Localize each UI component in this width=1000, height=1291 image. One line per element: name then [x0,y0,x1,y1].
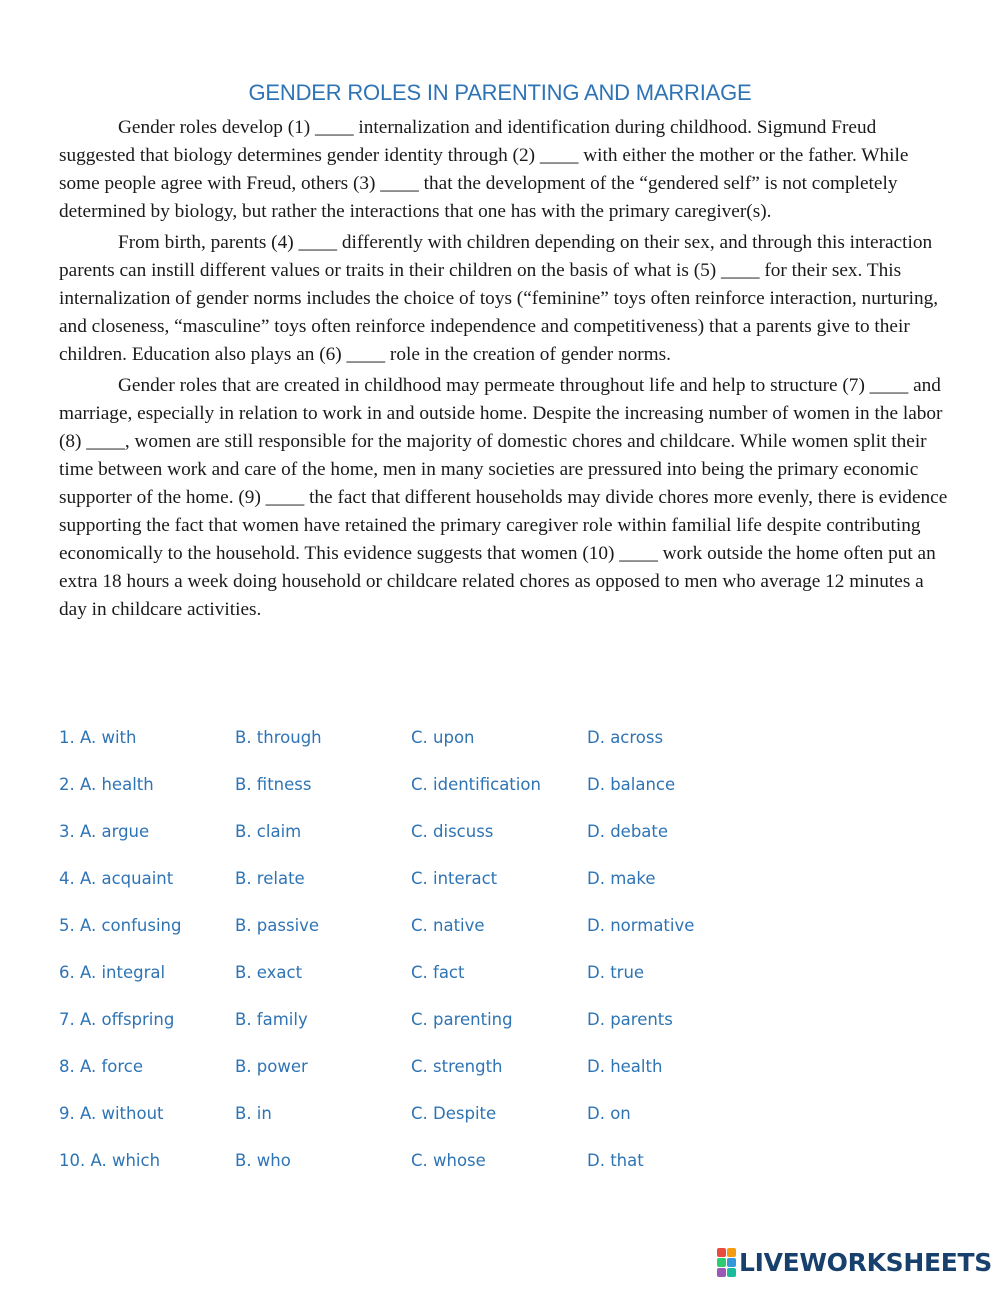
passage [59,114,949,627]
option-b[interactable]: B. exact [235,963,303,982]
option-d[interactable]: D. on [587,1104,631,1123]
option-a[interactable]: 3. A. argue [59,822,150,841]
worksheet-title: GENDER ROLES IN PARENTING AND MARRIAGE [248,80,752,105]
option-b[interactable]: B. fitness [235,775,312,794]
question-row [59,869,939,916]
option-a[interactable]: 10. A. which [59,1151,161,1170]
option-c[interactable]: C. discuss [411,822,494,841]
passage-paragraph-3: Gender roles that are created in childhood may permeate throughout life and help to structure (7) ____ and marriage, especially in relation to work in and outside home. Despite the increasing number of women in the labor (8) ____, women are still responsible for the majority of domestic chores and childcare. While women split their time between work and care of the home, men in many societies are pressured into being the primary economic supporter of the home. (9) ____ the fact that different households may divide chores more evenly, there is evidence supporting the fact that women have retained the primary caregiver role within familial life despite contributing economically to the household. This evidence suggests that women (10) ____ work outside the home often put an extra 18 hours a week doing household or childcare related chores as opposed to men who average 12 minutes a day in childcare activities. [59,375,948,620]
option-a[interactable]: 9. A. without [59,1104,164,1123]
logo-text: LIVEWORKSHEETS [738,1248,992,1277]
option-d[interactable]: D. balance [587,775,676,794]
option-c[interactable]: C. strength [411,1057,503,1076]
option-b[interactable]: B. through [235,728,322,747]
option-c[interactable]: C. Despite [411,1104,497,1123]
option-b[interactable]: B. family [235,1010,308,1029]
answer-options [59,728,939,1198]
option-c[interactable]: C. upon [411,728,475,747]
option-d[interactable]: D. make [587,869,656,888]
option-d[interactable]: D. that [587,1151,644,1170]
option-b[interactable]: B. power [235,1057,308,1076]
option-c[interactable]: C. native [411,916,485,935]
passage-paragraph-1: Gender roles develop (1) ____ internalization and identification during childhood. Sigmund Freud suggested that biology determines gender identity through (2) ____ with either the mother or the father. While some people agree with Freud, others (3) ____ that the development of the “gendered self” is not completely determined by biology, but rather the interactions that one has with the primary caregiver(s). [59,117,909,222]
question-row [59,1104,939,1151]
option-a[interactable]: 8. A. force [59,1057,144,1076]
option-d[interactable]: D. parents [587,1010,673,1029]
option-d[interactable]: D. debate [587,822,669,841]
question-row [59,963,939,1010]
option-c[interactable]: C. fact [411,963,465,982]
question-row [59,775,939,822]
option-c[interactable]: C. interact [411,869,498,888]
option-c[interactable]: C. parenting [411,1010,513,1029]
question-row [59,728,939,775]
question-row [59,1010,939,1057]
option-a[interactable]: 7. A. offspring [59,1010,175,1029]
option-b[interactable]: B. who [235,1151,291,1170]
option-b[interactable]: B. relate [235,869,305,888]
option-b[interactable]: B. claim [235,822,302,841]
option-d[interactable]: D. health [587,1057,663,1076]
logo-blocks-icon [717,1248,736,1277]
option-a[interactable]: 1. A. with [59,728,137,747]
passage-paragraph-2: From birth, parents (4) ____ differently with children depending on their sex, and through this interaction parents can instill different values or traits in their children on the basis of what is (5) ____ for their sex. This internalization of gender norms includes the choice of toys (“feminine” toys often reinforce interaction, nurturing, and closeness, “masculine” toys often reinforce independence and competitiveness) that a parents give to their children. Education also plays an (6) ____ role in the creation of gender norms. [59,232,939,365]
option-d[interactable]: D. across [587,728,664,747]
option-b[interactable]: B. passive [235,916,320,935]
option-d[interactable]: D. true [587,963,645,982]
option-b[interactable]: B. in [235,1104,272,1123]
question-row [59,1151,939,1198]
option-a[interactable]: 6. A. integral [59,963,166,982]
question-row [59,822,939,869]
option-a[interactable]: 4. A. acquaint [59,869,174,888]
option-c[interactable]: C. identification [411,775,541,794]
option-a[interactable]: 5. A. confusing [59,916,182,935]
liveworksheets-logo [717,1248,992,1277]
option-a[interactable]: 2. A. health [59,775,154,794]
option-d[interactable]: D. normative [587,916,695,935]
question-row [59,1057,939,1104]
option-c[interactable]: C. whose [411,1151,486,1170]
question-row [59,916,939,963]
